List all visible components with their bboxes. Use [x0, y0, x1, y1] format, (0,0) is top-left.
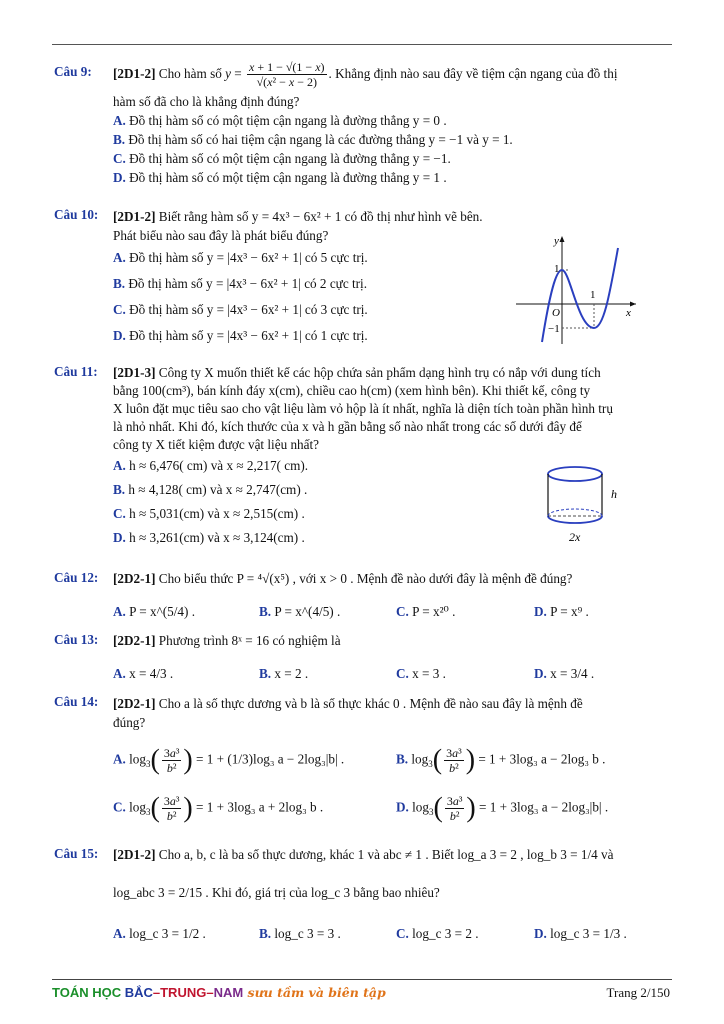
option-b: = 1 + 3log₃ a − 2log₃ b .	[478, 751, 606, 767]
footer-brand: TOÁN HỌC BẮC–TRUNG–NAM sưu tầm và biên tập	[52, 985, 386, 1000]
option-d: Đồ thị hàm số có một tiệm cận ngang là đường thẳng y = 1 .	[129, 170, 447, 185]
question-tag: [2D2-1]	[113, 571, 156, 586]
question-tag: [2D2-1]	[113, 633, 156, 648]
option-c: log_c 3 = 2 .	[412, 926, 479, 941]
option-c: có 3 cực trị.	[304, 302, 368, 317]
option-d: có 1 cực trị.	[304, 328, 368, 343]
y-one-label: 1	[554, 263, 560, 275]
option-d: x = 3/4 .	[550, 666, 595, 681]
page-number: Trang 2/150	[606, 985, 670, 1000]
option-b: Đồ thị hàm số có hai tiệm cận ngang là các đường thẳng y = −1 và y = 1.	[128, 132, 513, 147]
footer-rule	[52, 979, 672, 980]
option-d: P = x⁹ .	[550, 604, 589, 619]
question-text: hàm số đã cho là khẳng định đúng?	[113, 94, 300, 109]
option-a: x = 4/3 .	[129, 666, 174, 681]
option-b: log_c 3 = 3 .	[274, 926, 341, 941]
x-axis-arrow	[630, 302, 636, 307]
option-c: = 1 + 3log₃ a + 2log₃ b .	[196, 799, 324, 815]
question-tag: [2D2-1]	[113, 696, 156, 711]
option-b: có 2 cực trị.	[304, 276, 367, 291]
option-c: P = x²⁰ .	[412, 604, 456, 619]
function-formula: y = $\frac{x + 1 - √(1 - x)}{\text{√(x² − x − 2)}}$	[225, 60, 325, 90]
header-rule	[52, 44, 672, 45]
question-tag: [2D1-2]	[113, 209, 156, 224]
question-tag: [2D1-3]	[113, 365, 156, 380]
option-c: x = 3 .	[412, 666, 446, 681]
option-b: h ≈ 4,128( cm) và x ≈ 2,747(cm) .	[128, 482, 308, 497]
question-number: Câu 15:	[54, 846, 99, 861]
x-one-label: 1	[590, 289, 596, 301]
cylinder-figure	[543, 464, 633, 546]
y-axis-arrow	[560, 236, 565, 242]
option-d: = 1 + 3log₃ a − 2log₃|b| .	[479, 799, 609, 815]
option-a: có 5 cực trị.	[304, 250, 368, 265]
cubic-graph-figure	[512, 232, 642, 350]
question-tag: [2D1-2]	[113, 66, 156, 81]
option-d: h ≈ 3,261(cm) và x ≈ 3,124(cm) .	[129, 530, 305, 545]
question-number: Câu 13:	[54, 632, 99, 647]
option-a: h ≈ 6,476( cm) và x ≈ 2,217( cm).	[129, 458, 309, 473]
height-label: h	[611, 487, 617, 501]
question-number: Câu 10:	[54, 207, 99, 222]
option-c: Đồ thị hàm số có một tiệm cận ngang là đường thẳng y = −1.	[129, 151, 451, 166]
option-a: Đồ thị hàm số có một tiệm cận ngang là đường thẳng y = 0 .	[129, 113, 447, 128]
option-c: h ≈ 5,031(cm) và x ≈ 2,515(cm) .	[129, 506, 305, 521]
question-tag: [2D1-2]	[113, 847, 156, 862]
minus-one-label: −1	[548, 323, 560, 335]
option-a: P = x^(5/4) .	[129, 604, 196, 619]
question-number: Câu 9:	[54, 64, 92, 79]
y-label: y	[554, 235, 559, 247]
option-b: P = x^(4/5) .	[274, 604, 341, 619]
diameter-label: 2x	[569, 530, 581, 544]
x-label: x	[626, 307, 631, 319]
question-number: Câu 11:	[54, 364, 98, 379]
origin-label: O	[552, 307, 560, 319]
option-a: log_c 3 = 1/2 .	[129, 926, 206, 941]
option-d: log_c 3 = 1/3 .	[550, 926, 627, 941]
question-number: Câu 12:	[54, 570, 99, 585]
option-a: = 1 + (1/3)log₃ a − 2log₃|b| .	[196, 751, 345, 767]
question-number: Câu 14:	[54, 694, 99, 709]
option-b: x = 2 .	[274, 666, 309, 681]
